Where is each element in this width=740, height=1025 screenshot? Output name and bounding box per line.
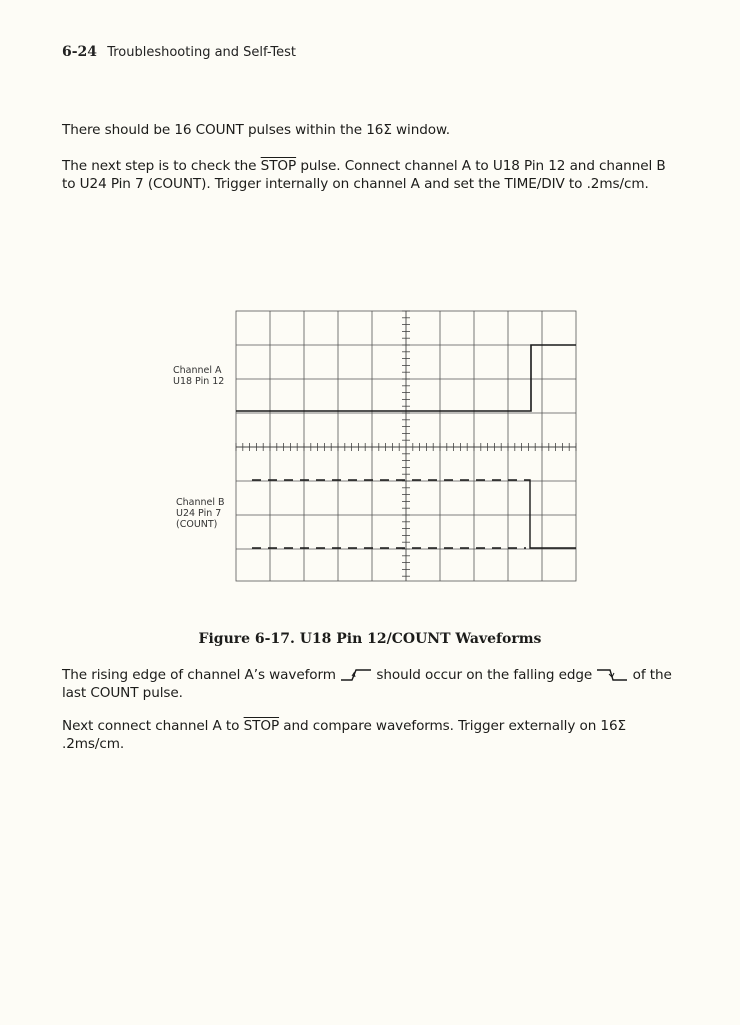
falling-edge-icon <box>596 667 628 683</box>
page-header <box>62 44 296 60</box>
figure-caption: Figure 6-17. U18 Pin 12/COUNT Waveforms <box>198 631 542 647</box>
channel-b-label: Channel B U24 Pin 7 (COUNT) <box>176 497 225 530</box>
p3-text-b: should occur on the falling edge <box>372 667 597 683</box>
stop-signal-label-2: STOP <box>243 718 280 734</box>
paragraph-next-connect <box>62 717 676 753</box>
p3-text-c: of the last COUNT pulse. <box>62 667 672 701</box>
page-number: 6-24 <box>62 44 98 60</box>
p2-text-a: The next step is to check the <box>62 158 261 174</box>
paragraph-stop-check <box>62 157 676 193</box>
stop-signal-label: STOP <box>260 158 297 174</box>
paragraph-count-pulses: There should be 16 COUNT pulses within the 16Σ window. <box>62 122 450 138</box>
channel-a-label: Channel A U18 Pin 12 <box>173 365 225 387</box>
channel-b-trace <box>252 480 576 548</box>
p2-text-b: pulse. Connect channel A to U18 Pin 12 and channel B to U24 Pin 7 (COUNT). Trigger internally on channel A and set the TIME/DIV to .2ms/cm. <box>62 158 666 192</box>
p4-text-b: and compare waveforms. Trigger externally on 16Σ .2ms/cm. <box>62 718 627 752</box>
rising-edge-icon <box>340 667 372 683</box>
oscilloscope-figure <box>230 305 580 585</box>
section-title: Troubleshooting and Self-Test <box>107 45 296 60</box>
paragraph-rising-edge <box>62 666 676 702</box>
p3-text-a: The rising edge of channel A’s waveform <box>62 667 341 683</box>
p4-text-a: Next connect channel A to <box>62 718 244 734</box>
